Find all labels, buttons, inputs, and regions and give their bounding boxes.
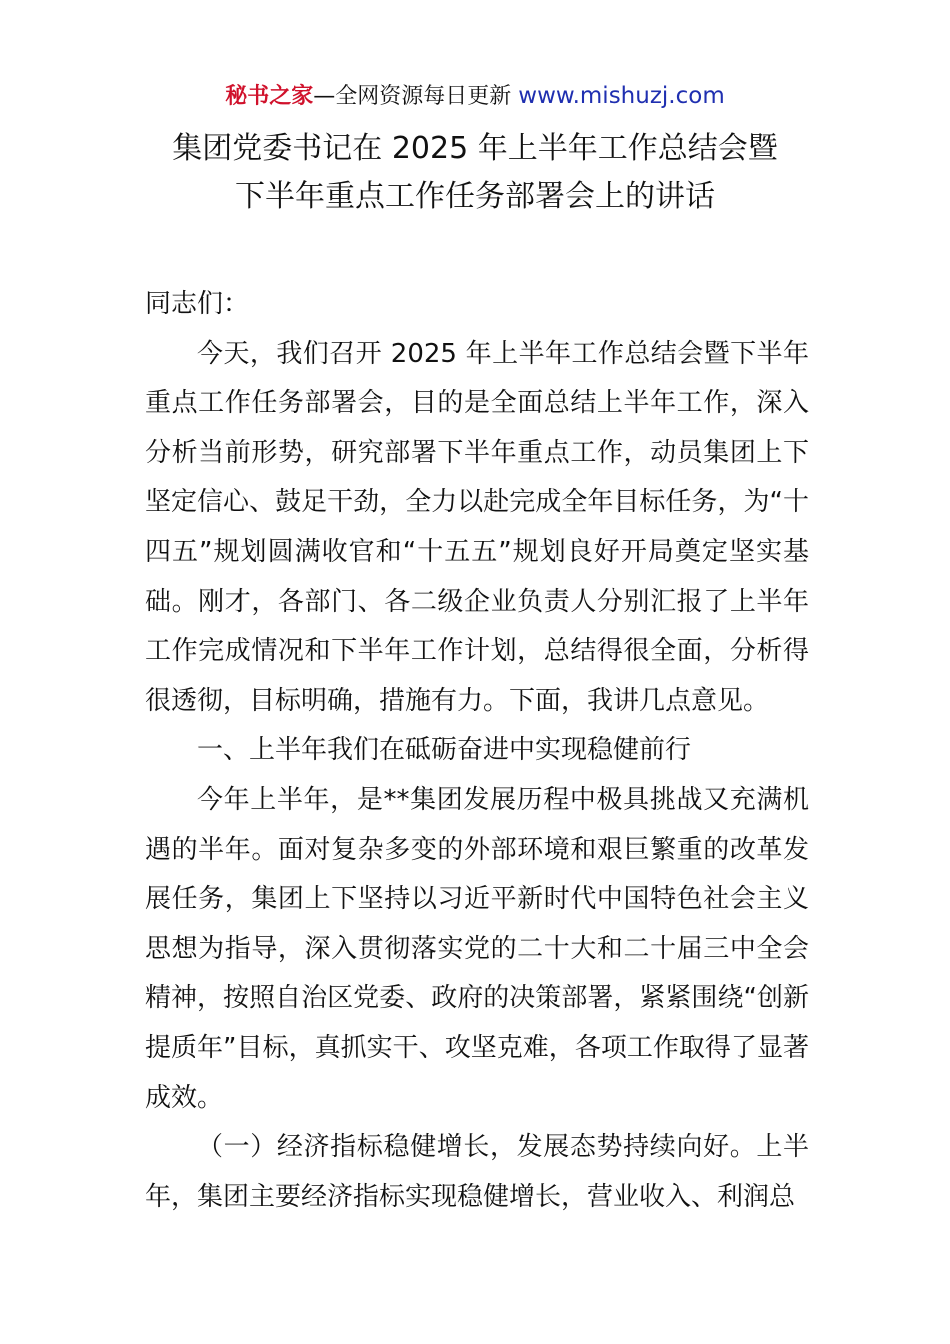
header-tagline: —全网资源每日更新 [313, 84, 519, 109]
document-title-line-1: 集团党委书记在 2025 年上半年工作总结会暨 [172, 131, 778, 166]
paragraph-section-1: 今年上半年，是**集团发展历程中极具挑战又充满机遇的半年。面对复杂多变的外部环境和艰巨繁重的改革发展任务，集团上下坚持以习近平新时代中国特色社会主义思想为指导，深入贯彻落实党的二十大和二十届三中全会精神，按照自治区党委、政府的决策部署，紧紧围绕“创新提质年”目标，真抓实干、攻坚克难，各项工作取得了显著成效。 [145, 784, 809, 1113]
paragraph-subsection-1: （一）经济指标稳健增长，发展态势持续向好。上半年，集团主要经济指标实现稳健增长，营业收入、利润总 [145, 1132, 809, 1212]
document-body [145, 280, 809, 1222]
paragraph-intro: 今天，我们召开 2025 年上半年工作总结会暨下半年重点工作任务部署会，目的是全面总结上半年工作，深入分析当前形势，研究部署下半年重点工作，动员集团上下坚定信心、鼓足干劲，全力以赴完成全年目标任务，为“十四五”规划圆满收官和“十五五”规划良好开局奠定坚实基础。刚才，各部门、各二级企业负责人分别汇报了上半年工作完成情况和下半年工作计划，总结得很全面，分析得很透彻，目标明确，措施有力。下面，我讲几点意见。 [145, 338, 809, 716]
site-header [0, 80, 950, 113]
document-title-line-2: 下半年重点工作任务部署会上的讲话 [235, 179, 715, 214]
section-heading-1: 一、上半年我们在砥砺奋进中实现稳健前行 [197, 735, 692, 766]
site-url-link[interactable]: www.mishuzj.com [518, 83, 725, 109]
brand-name: 秘书之家 [225, 84, 314, 109]
salutation: 同志们： [145, 289, 250, 319]
